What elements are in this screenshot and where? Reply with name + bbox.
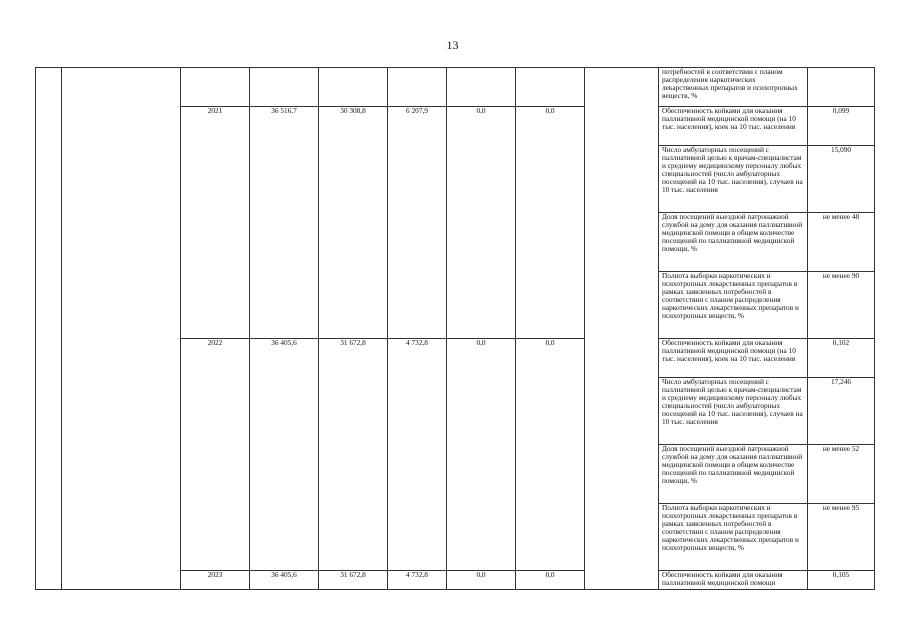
indicator-cell: Обеспеченность койками для оказания паллиативной медицинской помощи <box>659 571 808 590</box>
amount-cell: 4 732,8 <box>388 339 447 571</box>
indicator-cell: потребностей в соответствии с планом распределения наркотических лекарственных препаратов и психотропных веществ, % <box>659 68 808 107</box>
indicator-cell: Доля посещений выездной патронажной службой на дому для оказания паллиативной медицинской помощи в общем количестве посещений по паллиативной медицинской помощи, % <box>659 213 808 272</box>
amount-cell <box>388 68 447 107</box>
amount-cell: 0,0 <box>447 339 516 571</box>
amount-cell: 4 732,8 <box>388 571 447 590</box>
indicator-cell: Обеспеченность койками для оказания паллиативной медицинской помощи (на 10 тыс. населения), коек на 10 тыс. населения <box>659 107 808 146</box>
indicator-cell: Число амбулаторных посещений с паллиативной целью к врачам-специалистам и среднему медицинскому персоналу любых специальностей (число амбулаторных посещений на 10 тыс. населения), случаев на 10 тыс. населения <box>659 378 808 445</box>
indicator-value-cell: не менее 48 <box>808 213 875 272</box>
amount-cell: 31 672,8 <box>319 339 388 571</box>
amount-cell: 36 516,7 <box>250 107 319 339</box>
indicator-value-cell <box>808 68 875 107</box>
amount-cell <box>250 68 319 107</box>
year-cell: 2022 <box>181 339 250 571</box>
amount-cell: 0,0 <box>447 107 516 339</box>
amount-cell: 0,0 <box>516 339 585 571</box>
indicator-value-cell: не менее 52 <box>808 445 875 504</box>
amount-cell: 0,0 <box>516 107 585 339</box>
amount-cell <box>319 68 388 107</box>
indicator-value-cell: 0,105 <box>808 571 875 590</box>
indicator-cell: Число амбулаторных посещений с паллиативной целью к врачам-специалистам и среднему медицинскому персоналу любых специальностей (число амбулаторных посещений на 10 тыс. населения), случаев на 10 тыс. населения <box>659 146 808 213</box>
amount-cell: 31 672,8 <box>319 571 388 590</box>
number-column-cell <box>36 68 62 590</box>
amount-cell: 36 405,6 <box>250 571 319 590</box>
amount-cell: 6 207,9 <box>388 107 447 339</box>
name-column-cell <box>62 68 181 590</box>
amount-cell: 30 308,8 <box>319 107 388 339</box>
amount-cell: 0,0 <box>516 571 585 590</box>
page-number: 13 <box>446 38 459 52</box>
amount-cell: 36 405,6 <box>250 339 319 571</box>
indicator-value-cell: 17,246 <box>808 378 875 445</box>
amount-cell <box>516 68 585 107</box>
indicator-cell: Обеспеченность койками для оказания паллиативной медицинской помощи (на 10 тыс. населения), коек на 10 тыс. населения <box>659 339 808 378</box>
executor-column-cell <box>585 68 659 590</box>
table-row <box>36 68 875 107</box>
amount-cell: 0,0 <box>447 571 516 590</box>
year-cell: 2023 <box>181 571 250 590</box>
year-cell <box>181 68 250 107</box>
indicator-value-cell: 0,099 <box>808 107 875 146</box>
year-cell: 2021 <box>181 107 250 339</box>
indicator-value-cell: не менее 95 <box>808 504 875 571</box>
indicator-value-cell: 15,090 <box>808 146 875 213</box>
indicator-cell: Полнота выборки наркотических и психотропных лекарственных препаратов в рамках заявленных потребностей в соответствии с планом распределения наркотических лекарственных препаратов и психотропных веществ, % <box>659 504 808 571</box>
amount-cell <box>447 68 516 107</box>
indicator-value-cell: 0,102 <box>808 339 875 378</box>
indicator-cell: Полнота выборки наркотических и психотропных лекарственных препаратов в рамках заявленных потребностей в соответствии с планом распределения наркотических лекарственных препаратов и психотропных веществ, % <box>659 272 808 339</box>
indicator-value-cell: не менее 90 <box>808 272 875 339</box>
indicator-cell: Доля посещений выездной патронажной службой на дому для оказания паллиативной медицинской помощи в общем количестве посещений по паллиативной медицинской помощи, % <box>659 445 808 504</box>
program-table <box>35 67 875 590</box>
